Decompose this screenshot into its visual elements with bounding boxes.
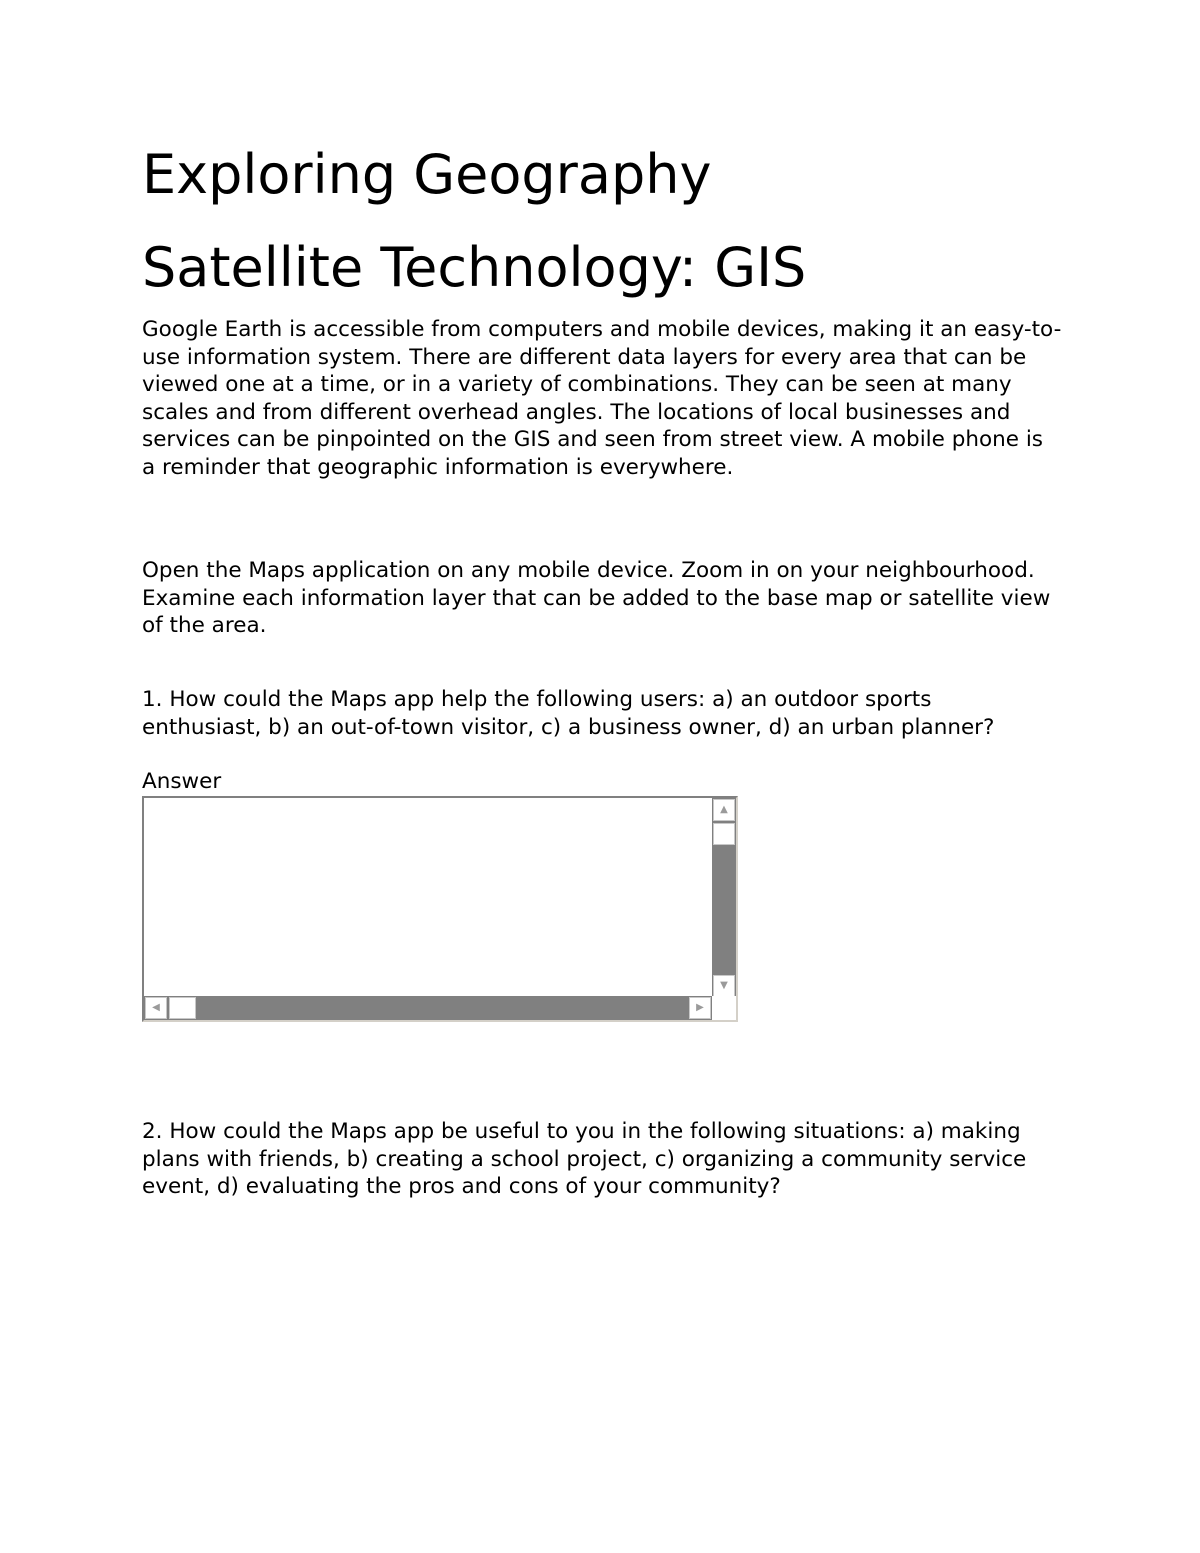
- document-title: Exploring Geography: [142, 143, 712, 206]
- answer-label: Answer: [142, 769, 222, 794]
- scroll-right-arrow-icon[interactable]: ▶: [689, 997, 711, 1019]
- answer-text-area[interactable]: [146, 800, 712, 994]
- scroll-left-arrow-icon[interactable]: ◀: [145, 997, 167, 1019]
- horizontal-scrollbar[interactable]: [144, 996, 712, 1020]
- horizontal-scroll-thumb[interactable]: [169, 997, 196, 1019]
- vertical-scroll-thumb[interactable]: [713, 823, 735, 845]
- scrollbar-corner: [712, 996, 736, 1020]
- scroll-up-arrow-icon[interactable]: ▲: [713, 799, 735, 821]
- instructions-paragraph: Open the Maps application on any mobile device. Zoom in on your neighbourhood. Examine each information layer that can be added to the base map or satellite view of the area.: [142, 558, 1051, 638]
- intro-paragraph: Google Earth is accessible from computers and mobile devices, making it an easy-to-use information system. There are different data layers for every area that can be viewed one at a time, or in a variety of combinations. They can be seen at many scales and from different overhead angles. The locations of local businesses and services can be pinpointed on the GIS and seen from street view. A mobile phone is a reminder that geographic information is everywhere.: [142, 317, 1062, 480]
- document-subtitle: Satellite Technology: GIS: [142, 236, 807, 299]
- scroll-down-arrow-icon[interactable]: ▼: [713, 975, 735, 997]
- vertical-scrollbar[interactable]: [712, 798, 736, 998]
- answer-textarea[interactable]: [142, 796, 738, 1022]
- question-2-text: 2. How could the Maps app be useful to you in the following situations: a) making plans with friends, b) creating a school project, c) organizing a community service event, d) evaluating the pros and cons of your community?: [142, 1119, 1027, 1199]
- question-1-text: 1. How could the Maps app help the following users: a) an outdoor sports enthusiast, b) an out-of-town visitor, c) a business owner, d) an urban planner?: [142, 687, 995, 740]
